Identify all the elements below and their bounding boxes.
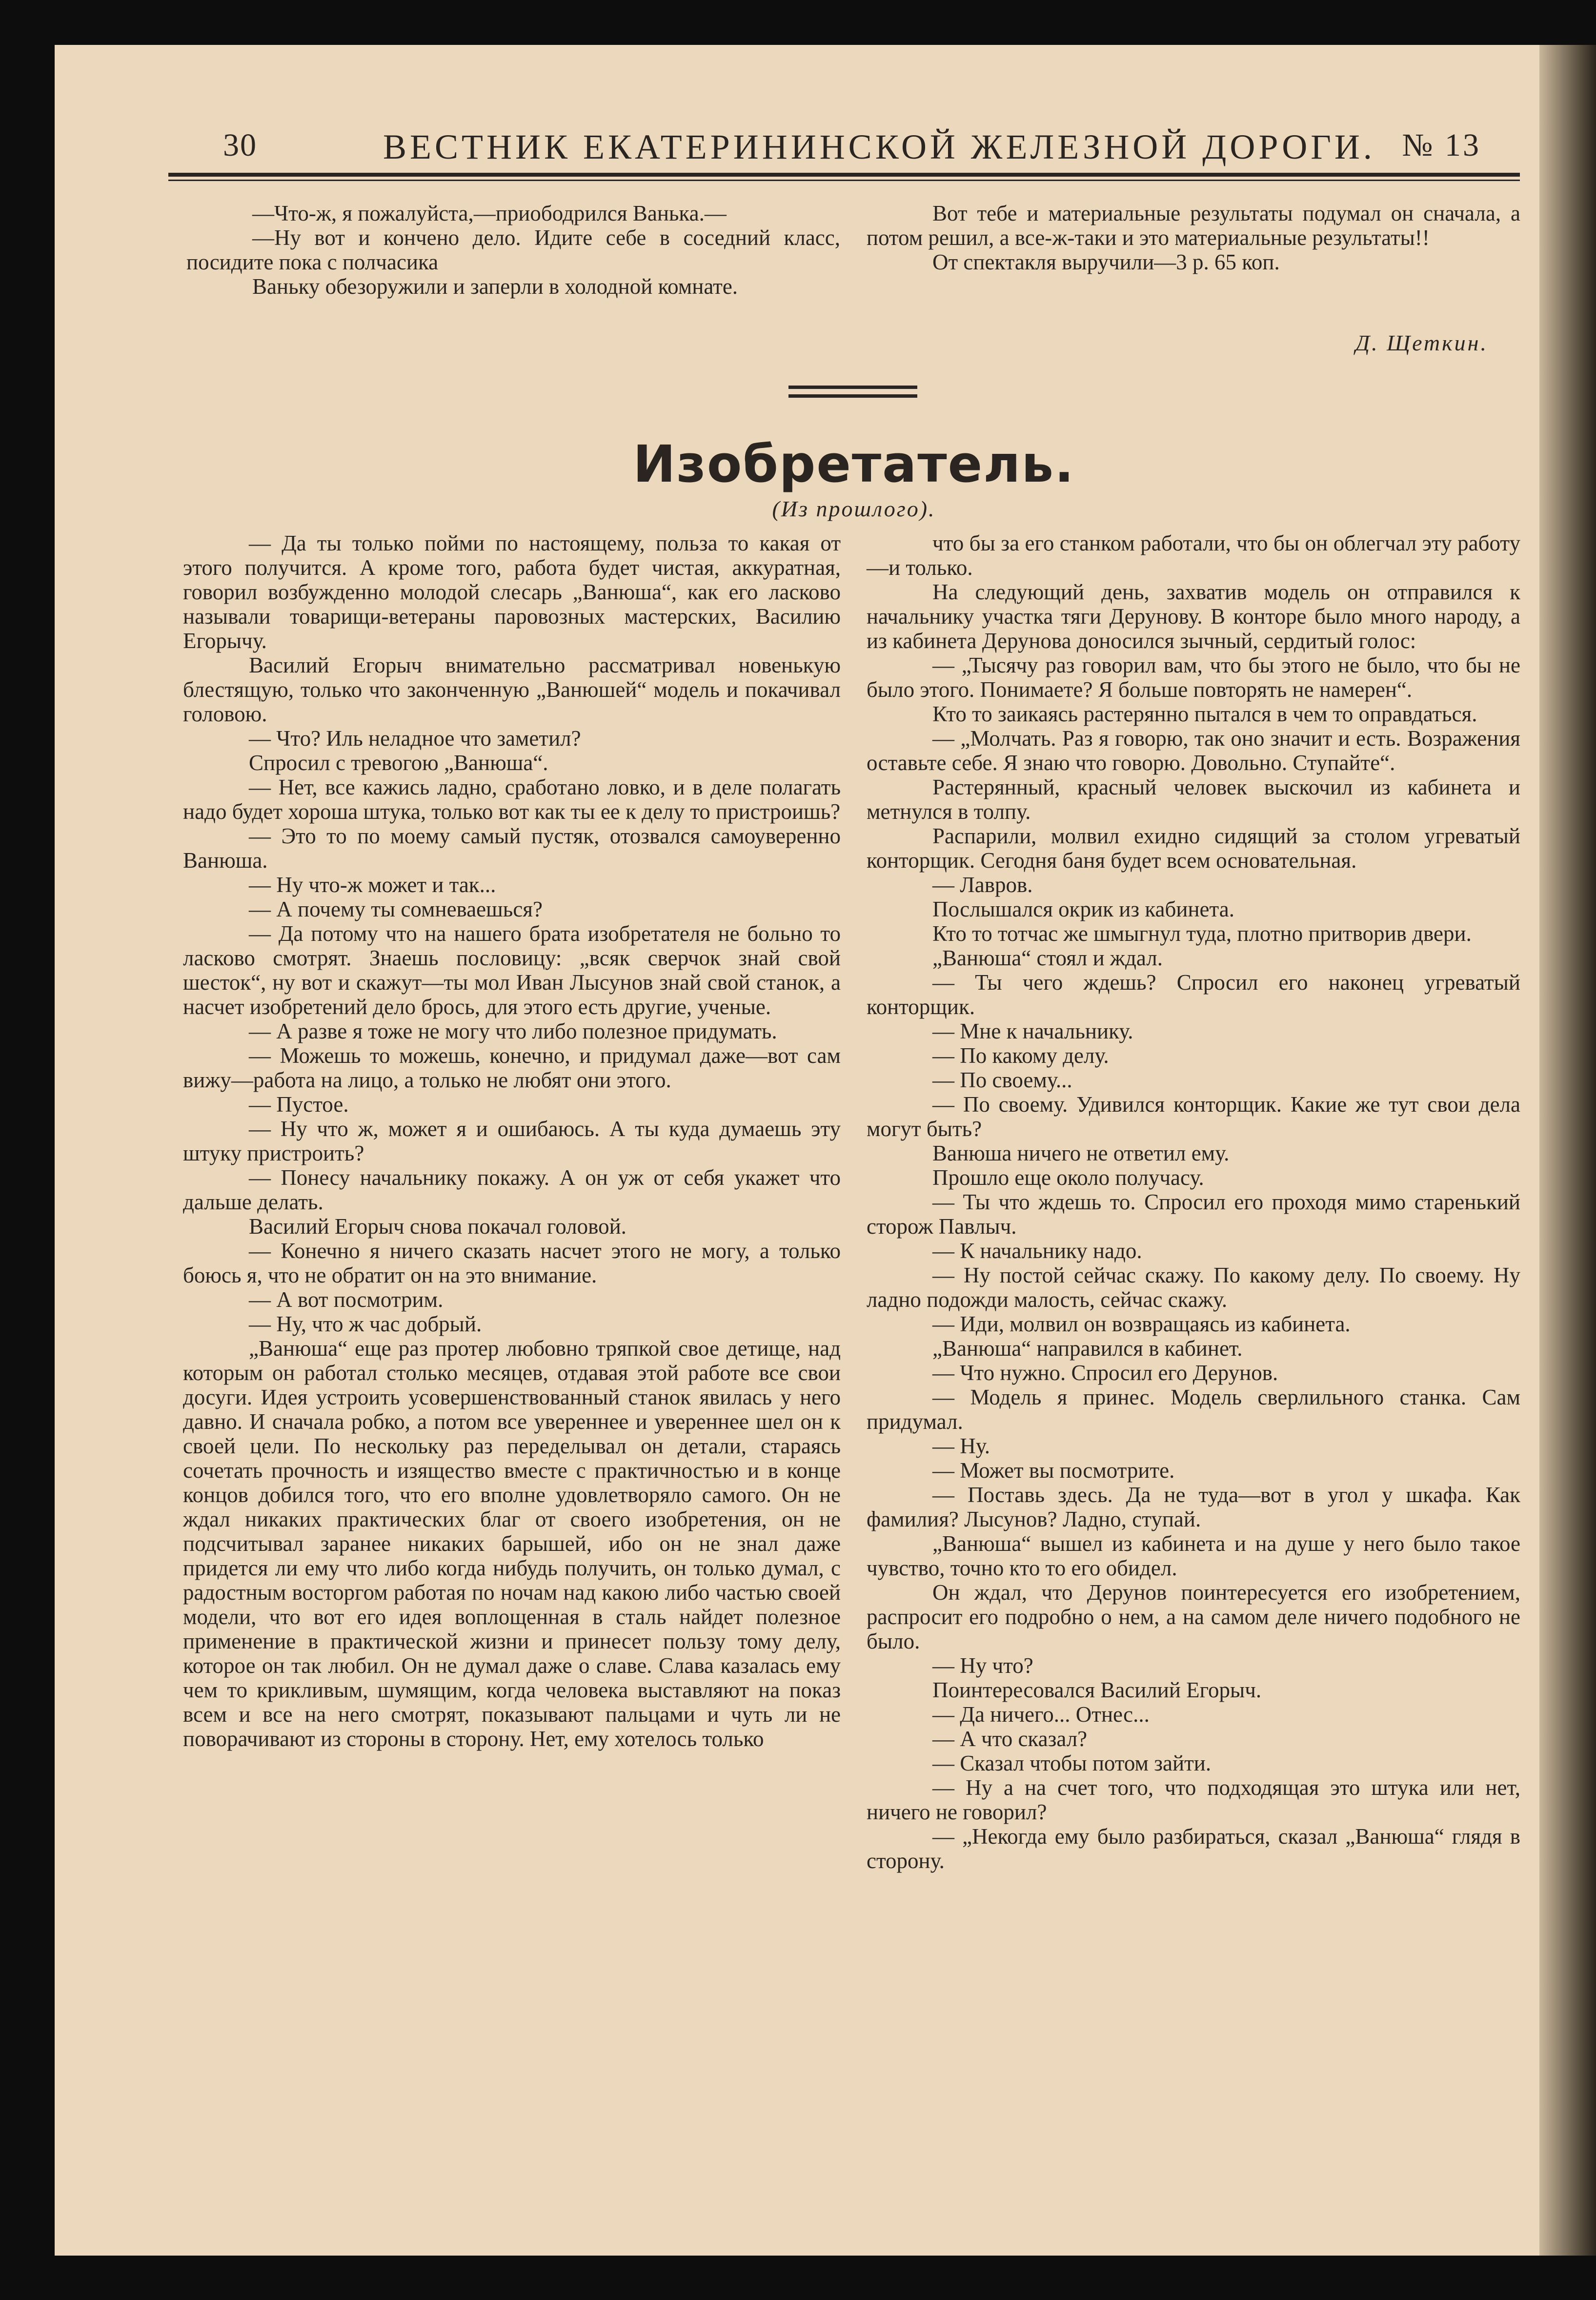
paragraph: — Лавров. <box>932 873 1033 897</box>
paragraph: — Ну постой сейчас скажу. По какому делу. По своему. Ну ладно подожди малость, сейчас скажу. <box>867 1263 1520 1312</box>
paragraph: — Понесу начальнику покажу. А он уж от себя укажет что дальше делать. <box>183 1165 841 1214</box>
paragraph: — А почему ты сомневаешься? <box>249 897 543 921</box>
paragraph: —Ну вот и кончено дело. Идите себе в соседний класс, посидите пока с полчасика <box>186 225 840 274</box>
paragraph: — Ну что ж, может я и ошибаюсь. А ты куда думаешь эту штуку пристроить? <box>183 1117 841 1165</box>
paragraph: — Может вы посмотрите. <box>932 1458 1175 1483</box>
paragraph: — Да ты только пойми по настоящему, польза то какая от этого получится. А кроме того, работа будет чистая, аккуратная, говорил возбужденно молодой слесарь „Ванюша“, как его ласково называли товарищи-ветераны паровозных мастерских, Василию Егорычу. <box>183 531 841 653</box>
paragraph: — „Молчать. Раз я говорю, так оно значит и есть. Возражения оставьте себе. Я знаю что говорю. Довольно. Ступайте“. <box>867 726 1520 775</box>
section-separator <box>788 386 917 389</box>
paragraph: Кто то заикаясь растерянно пытался в чем то оправдаться. <box>932 702 1477 726</box>
article-title: Изобретатель. <box>633 434 1075 494</box>
paragraph: — „Тысячу раз говорил вам, что бы этого не было, что бы не было этого. Понимаете? Я больше повторять не намерен“. <box>867 653 1520 702</box>
paragraph: — Модель я принес. Модель сверлильного станка. Сам придумал. <box>867 1385 1520 1434</box>
paragraph: Василий Егорыч внимательно рассматривал новенькую блестящую, только что законченную „Ванюшей“ модель и покачивал головою. <box>183 653 841 726</box>
previous-story-left-column <box>186 201 840 299</box>
paragraph: От спектакля выручили—3 р. 65 коп. <box>932 250 1280 274</box>
paragraph: — А вот посмотрим. <box>249 1287 444 1312</box>
paragraph: — Ну что? <box>932 1653 1033 1678</box>
paragraph: — Ну. <box>932 1434 990 1458</box>
publication-title: ВЕСТНИК ЕКАТЕРИНИНСКОЙ ЖЕЛЕЗНОЙ ДОРОГИ. <box>383 127 1375 166</box>
paragraph: — Это то по моему самый пустяк, отозвался самоуверенно Ванюша. <box>183 824 841 873</box>
paragraph: что бы за его станком работали, что бы он облегчал эту работу—и только. <box>867 531 1520 580</box>
paragraph: „Ванюша“ стоял и ждал. <box>932 946 1163 970</box>
page-header <box>168 127 1520 195</box>
paragraph: „Ванюша“ направился в кабинет. <box>932 1336 1243 1361</box>
paragraph: Он ждал, что Дерунов поинтересуется его изобретением, распросит его подробно о нем, а на самом деле ничего подобного не было. <box>867 1580 1520 1653</box>
paragraph: —Что-ж, я пожалуйста,—приободрился Ванька.— <box>252 201 727 225</box>
paragraph: — Что? Иль неладное что заметил? <box>249 726 581 751</box>
paragraph: „Ванюша“ еще раз протер любовно тряпкой свое детище, над которым он работал столько месяцев, отдавая этой работе все свои досуги. Идея устроить усовершенствованный станок явилась у него давно. И сначала робко, а потом все увереннее и увереннее шел он к своей цели. По нескольку раз переделывал он детали, стараясь сочетать прочность и изящество вместе с практичностью и в конце концов добился того, что его вполне удовлетворяло самого. Он не ждал никаких практических благ от своего изобретения, он не подсчитывал заранее никаких барышей, ибо он не знал даже придется ли ему что либо когда нибудь получить, он только думал, с радостным восторгом работая по ночам над какою либо частью своей модели, что вот его идея воплощенная в сталь найдет полезное применение в практической жизни и принесет пользу тому делу, которое он так любил. Он не думал даже о славе. Слава казалась ему чем то крикливым, шумящим, когда человека выставляют на показ всем и все на него смотрят, показывают пальцами и чуть ли не поворачивают из стороны в сторону. Нет, ему хотелось только <box>183 1336 841 1751</box>
paragraph: Ванюша ничего не ответил ему. <box>932 1141 1230 1165</box>
paragraph: — Иди, молвил он возвращаясь из кабинета. <box>932 1312 1351 1336</box>
paragraph: — А разве я тоже не могу что либо полезное придумать. <box>249 1019 777 1043</box>
paragraph: На следующий день, захватив модель он отправился к начальнику участка тяги Дерунову. В конторе было много народу, а из кабинета Дерунова доносился зычный, сердитый голос: <box>867 580 1520 653</box>
article-subtitle: (Из прошлого). <box>772 496 936 521</box>
paragraph: — По своему. Удивился конторщик. Какие же тут свои дела могут быть? <box>867 1092 1520 1141</box>
next-page-edge <box>1539 45 1596 2256</box>
header-rule-thin <box>168 180 1520 181</box>
paragraph: Распарили, молвил ехидно сидящий за столом угреватый конторщик. Сегодня баня будет всем основательная. <box>867 824 1520 873</box>
paragraph: Поинтересовался Василий Егорыч. <box>932 1678 1262 1702</box>
paragraph: „Ванюша“ вышел из кабинета и на душе у него было такое чувство, точно кто то его обидел. <box>867 1531 1520 1580</box>
paragraph: — Сказал чтобы потом зайти. <box>932 1751 1212 1775</box>
paragraph: — Ну что-ж может и так... <box>249 873 496 897</box>
paragraph: Ваньку обезоружили и заперли в холодной комнате. <box>252 274 738 299</box>
paragraph: — Ну а на счет того, что подходящая это штука или нет, ничего не говорил? <box>867 1775 1520 1824</box>
paragraph: Вот тебе и материальные результаты подумал он сначала, а потом решил, а все-ж-таки и это материальные результаты!! <box>867 201 1520 250</box>
paragraph: — Да ничего... Отнес... <box>932 1702 1150 1727</box>
paragraph: — Можешь то можешь, конечно, и придумал даже—вот сам вижу—работа на лицо, а только не любят они этого. <box>183 1043 841 1092</box>
paragraph: — Что нужно. Спросил его Дерунов. <box>932 1361 1278 1385</box>
paragraph: — „Некогда ему было разбираться, сказал „Ванюша“ глядя в сторону. <box>867 1824 1520 1873</box>
paragraph: — Ты что ждешь то. Спросил его проходя мимо старенький сторож Павлыч. <box>867 1190 1520 1239</box>
article-left-column <box>183 531 841 1751</box>
paragraph: Послышался окрик из кабинета. <box>932 897 1234 921</box>
section-separator <box>788 394 917 398</box>
paragraph: — Ты чего ждешь? Спросил его наконец угреватый конторщик. <box>867 970 1520 1019</box>
paragraph: — По какому делу. <box>932 1043 1109 1068</box>
paragraph: Кто то тотчас же шмыгнул туда, плотно притворив двери. <box>932 921 1472 946</box>
paragraph: — Поставь здесь. Да не туда—вот в угол у шкафа. Как фамилия? Лысунов? Ладно, ступай. <box>867 1483 1520 1531</box>
paragraph: Растерянный, красный человек выскочил из кабинета и метнулся в толпу. <box>867 775 1520 824</box>
paragraph: — По своему... <box>932 1068 1072 1092</box>
paragraph: — Мне к начальнику. <box>932 1019 1133 1043</box>
paragraph: Спросил с тревогою „Ванюша“. <box>249 751 548 775</box>
paragraph: — Пустое. <box>249 1092 349 1117</box>
paragraph: — Конечно я ничего сказать насчет этого не могу, а только боюсь я, что не обратит он на это внимание. <box>183 1239 841 1287</box>
paragraph: — Да потому что на нашего брата изобретателя не больно то ласково смотрят. Знаешь пословицу: „всяк сверчок знай свой шесток“, ну вот и скажут—ты мол Иван Лысунов знай свой станок, а насчет изобретений дело брось, для этого есть другие, ученые. <box>183 921 841 1019</box>
issue-number: № 13 <box>1402 127 1481 163</box>
page-number: 30 <box>223 127 257 163</box>
paragraph: — Нет, все кажись ладно, сработано ловко, и в деле полагать надо будет хороша штука, только вот как ты ее к делу то пристроишь? <box>183 775 841 824</box>
previous-story-right-column <box>867 201 1520 274</box>
paragraph: Прошло еще около получасу. <box>932 1165 1204 1190</box>
paragraph: — К начальнику надо. <box>932 1239 1142 1263</box>
author-signature: Д. Щеткин. <box>1355 330 1488 355</box>
header-rule <box>168 173 1520 177</box>
paragraph: Василий Егорыч снова покачал головой. <box>249 1214 626 1239</box>
paragraph: — А что сказал? <box>932 1727 1088 1751</box>
paragraph: — Ну, что ж час добрый. <box>249 1312 482 1336</box>
article-right-column <box>867 531 1520 1873</box>
